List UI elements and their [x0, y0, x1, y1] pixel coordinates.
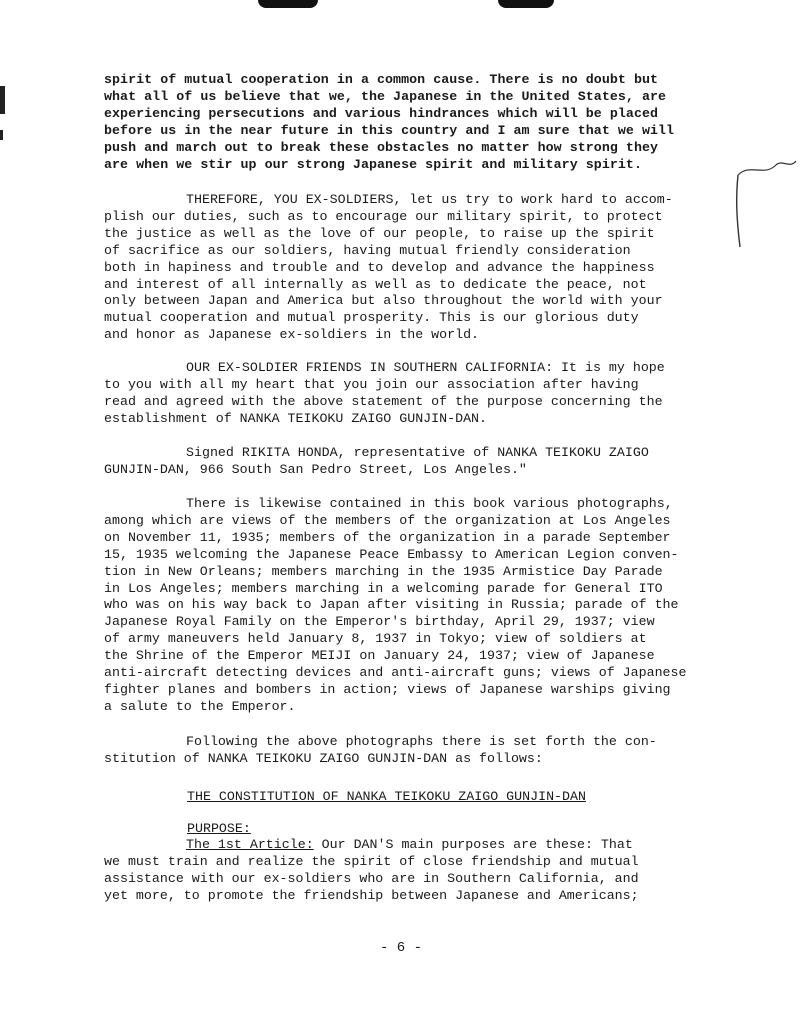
text-line: THEREFORE, YOU EX-SOLDIERS, let us try to work hard to accom- [186, 192, 673, 207]
text-line: mutual cooperation and mutual prosperity. This is our glorious duty [104, 310, 639, 326]
handwritten-margin-mark [730, 155, 800, 255]
text-line: only between Japan and America but also throughout the world with your [104, 293, 663, 309]
binding-mark [0, 130, 3, 140]
article-line: yet more, to promote the friendship between Japanese and Americans; [104, 887, 639, 903]
text-line: a salute to the Emperor. [104, 698, 296, 714]
text-line: stitution of NANKA TEIKOKU ZAIGO GUNJIN-DAN as follows: [104, 750, 543, 766]
text-line: who was on his way back to Japan after visiting in Russia; parade of the [104, 597, 679, 613]
purpose-heading: PURPOSE: [187, 821, 251, 836]
text-line: on November 11, 1935; members of the organization in a parade September [104, 529, 671, 545]
paragraph-2 [104, 192, 716, 344]
paragraph-5 [104, 496, 716, 716]
article-1-paragraph [104, 837, 716, 905]
text-line: are when we stir up our strong Japanese spirit and military spirit. [104, 156, 642, 172]
text-line: GUNJIN-DAN, 966 South San Pedro Street, Los Angeles." [104, 461, 527, 477]
text-line: tion in New Orleans; members marching in the 1935 Armistice Day Parade [104, 563, 663, 579]
text-line: and honor as Japanese ex-soldiers in the world. [104, 327, 480, 343]
text-line: in Los Angeles; members marching in a welcoming parade for General ITO [104, 580, 663, 596]
text-line: push and march out to break these obstacles no matter how strong they [104, 139, 659, 155]
text-line: both in hapiness and trouble and to develop and advance the happiness [104, 259, 655, 275]
article-label: The 1st Article: [186, 837, 314, 852]
text-line: experiencing persecutions and various hindrances which will be placed [104, 105, 659, 121]
text-line: fighter planes and bombers in action; views of Japanese warships giving [104, 681, 671, 697]
binding-mark [0, 86, 5, 114]
text-line: anti-aircraft detecting devices and anti-aircraft guns; views of Japanese [104, 665, 687, 681]
text-line: of army maneuvers held January 8, 1937 in Tokyo; view of soldiers at [104, 631, 647, 647]
text-line: among which are views of the members of the organization at Los Angeles [104, 512, 671, 528]
text-line: and interest of all internally as well as to dedicate the peace, not [104, 276, 647, 292]
text-line: spirit of mutual cooperation in a common cause. There is no doubt but [104, 72, 659, 87]
text-line: Japanese Royal Family on the Emperor's birthday, April 29, 1937; view [104, 614, 655, 630]
text-line: plish our duties, such as to encourage our military spirit, to protect [104, 208, 663, 224]
scan-blot-right [498, 0, 554, 8]
text-line: establishment of NANKA TEIKOKU ZAIGO GUNJIN-DAN. [104, 410, 488, 426]
text-line: the Shrine of the Emperor MEIJI on January 24, 1937; view of Japanese [104, 648, 655, 664]
text-line: read and agreed with the above statement of the purpose concerning the [104, 393, 663, 409]
constitution-heading: THE CONSTITUTION OF NANKA TEIKOKU ZAIGO GUNJIN-DAN [187, 789, 586, 804]
text-line: before us in the near future in this country and I am sure that we will [104, 122, 675, 138]
article-first-line: Our DAN'S main purposes are these: That [313, 837, 633, 852]
text-line: Signed RIKITA HONDA, representative of NANKA TEIKOKU ZAIGO [186, 445, 649, 460]
page-number: - 6 - [380, 940, 423, 956]
text-line: 15, 1935 welcoming the Japanese Peace Embassy to American Legion conven- [104, 546, 679, 562]
article-line: we must train and realize the spirit of close friendship and mutual [104, 853, 639, 869]
paragraph-4 [104, 445, 716, 479]
paragraph-3 [104, 360, 716, 428]
text-line: Following the above photographs there is set forth the con- [186, 734, 657, 749]
text-line: to you with all my heart that you join our association after having [104, 376, 639, 392]
text-line: what all of us believe that we, the Japanese in the United States, are [104, 88, 667, 104]
text-line: There is likewise contained in this book various photographs, [186, 496, 673, 511]
article-line: assistance with our ex-soldiers who are in Southern California, and [104, 870, 639, 886]
text-line: OUR EX-SOLDIER FRIENDS IN SOUTHERN CALIFORNIA: It is my hope [186, 360, 665, 375]
paragraph-1 [104, 72, 716, 173]
scan-blot-left [258, 0, 318, 8]
text-line: of sacrifice as our soldiers, having mutual friendly consideration [104, 242, 631, 258]
text-line: the justice as well as the love of our people, to raise up the spirit [104, 225, 655, 241]
paragraph-6 [104, 734, 716, 768]
